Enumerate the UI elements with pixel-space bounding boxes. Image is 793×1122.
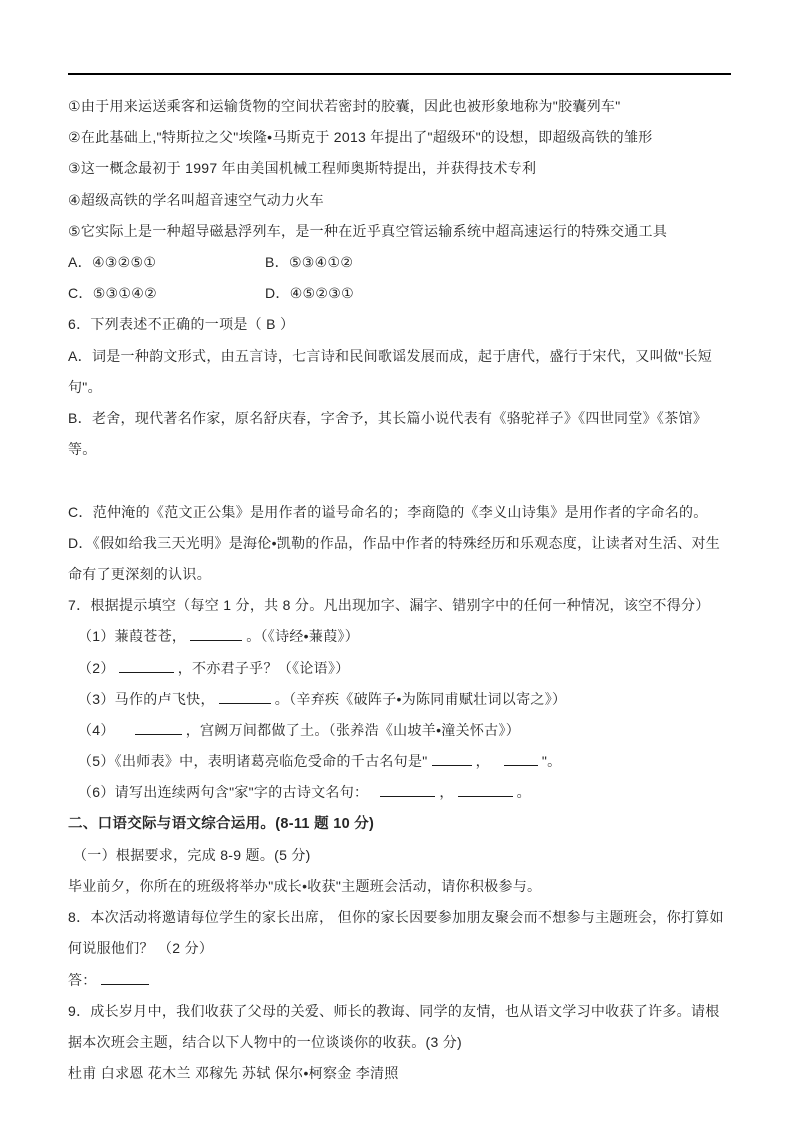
question-6-option-d [68, 528, 731, 590]
text-run: 杜甫 白求恩 花木兰 邓稼先 苏轼 保尔•柯察金 李清照 [68, 1065, 399, 1082]
text-run: （一）根据要求，完成 8-9 题。(5 分) [73, 846, 311, 863]
fill-blank [101, 970, 149, 985]
text-run: （1）蒹葭苍苍， [78, 628, 187, 645]
text-run: B．⑤③④①② [265, 254, 354, 271]
reorder-sentence-3 [68, 153, 731, 184]
option-cell: A．④③②⑤① [68, 254, 157, 271]
text-run: 二、口语交际与语文综合运用。(8-11 题 10 分) [68, 815, 375, 832]
question-7 [68, 590, 731, 621]
text-run: ， [439, 784, 454, 801]
text-run: B．老舍，现代著名作家，原名舒庆春，字舍予，其长篇小说代表有《骆驼祥子》《四世同堂》《茶馆》等。 [68, 410, 708, 458]
text-run: 答： [68, 971, 97, 988]
fill-blank [190, 626, 242, 641]
question-7-item-6 [68, 777, 731, 808]
question-6-option-b [68, 403, 731, 465]
text-run: 毕业前夕，你所在的班级将举办"成长•收获"主题班会活动，请你积极参与。 [68, 878, 542, 895]
text-run: （2） [78, 659, 115, 676]
text-run: D．《假如给我三天光明》是海伦•凯勒的作品，作品中作者的特殊经历和乐观态度，让读者对生活、对生命有了更深刻的认识。 [68, 534, 721, 583]
spacer [490, 765, 500, 766]
reorder-sentence-5 [68, 216, 731, 247]
question-7-item-1 [68, 621, 731, 652]
text-run: 。（《诗经•蒹葭》） [246, 628, 360, 645]
fill-blank [219, 689, 271, 704]
question-6-option-c [68, 497, 731, 528]
text-run: 6．下列表述不正确的一项是（ B ） [68, 316, 295, 333]
text-run: 7．根据提示填空（每空 1 分，共 8 分。凡出现加字、漏字、错别字中的任何一种情况，该空不得分） [68, 597, 710, 614]
text-run: 9．成长岁月中，我们收获了父母的关爱、师长的教诲、同学的友情，也从语文学习中收获了许多。请根据本次班会主题，结合以下人物中的一位谈谈你的收获。(3 分) [68, 1002, 720, 1051]
fill-blank [119, 658, 174, 673]
text-run: ，不亦君子乎？（《论语》） [177, 659, 350, 676]
fill-blank [380, 782, 435, 797]
text-run: （4） [78, 722, 115, 739]
question-8 [68, 902, 731, 964]
question-7-item-2 [68, 653, 731, 684]
question-6-option-a [68, 341, 731, 403]
text-run: 8．本次活动将邀请每位学生的家长出席， 但你的家长因要参加朋友聚会而不想参与主题班会，你打算如何说服他们？ （2 分） [68, 909, 724, 957]
fill-blank [135, 720, 182, 735]
text-run: 。（辛弃疾《破阵子•为陈同甫赋壮词以寄之》） [274, 690, 567, 707]
text-run: ， [475, 753, 490, 770]
text-run: 。 [516, 784, 531, 801]
question-9 [68, 996, 731, 1058]
text-run: ③这一概念最初于 1997 年由美国机械工程师奥斯特提出，并获得技术专利 [68, 160, 537, 177]
text-run: （5）《出师表》中，表明诸葛亮临危受命的千古名句是" [78, 753, 428, 770]
blank-line [68, 465, 731, 496]
answer-line [68, 965, 731, 996]
document-body [68, 75, 731, 1090]
question-6 [68, 309, 731, 340]
question-7-item-4 [68, 715, 731, 746]
reorder-sentence-2 [68, 122, 731, 153]
options-row-ab [68, 247, 731, 278]
spacer [115, 734, 131, 735]
name-list [68, 1058, 731, 1089]
options-row-cd [68, 278, 731, 309]
text-run: ①由于用来运送乘客和运输货物的空间状若密封的胶囊，因此也被形象地称为"胶囊列车" [68, 98, 621, 114]
spacer [368, 796, 376, 797]
text-run: （3）马作的卢飞快， [78, 690, 215, 707]
text-run: ②在此基础上,"特斯拉之父"埃隆•马斯克于 2013 年提出了"超级环"的设想，即超级高铁的雏形 [68, 129, 653, 146]
question-7-item-5 [68, 746, 731, 777]
text-run: ④超级高铁的学名叫超音速空气动力火车 [68, 191, 324, 208]
option-cell: C．⑤③①④② [68, 285, 157, 302]
text-run: D．④⑤②③① [265, 285, 354, 302]
context-intro [68, 871, 731, 902]
reorder-sentence-4 [68, 185, 731, 216]
text-run: C．范仲淹的《范文正公集》是用作者的谥号命名的；李商隐的《李义山诗集》是用作者的字命名的。 [68, 503, 708, 520]
fill-blank [458, 782, 513, 797]
text-run: ，宫阙万间都做了土。（张养浩《山坡羊•潼关怀古》） [185, 722, 521, 739]
text-run: （6）请写出连续两句含"家"字的古诗文名句： [78, 784, 369, 801]
fill-blank [504, 751, 538, 766]
fill-blank [432, 751, 472, 766]
reorder-sentence-1 [68, 91, 731, 122]
text-run: A．词是一种韵文形式，由五言诗，七言诗和民间歌谣发展而成，起于唐代，盛行于宋代，又叫做"长短句"。 [68, 347, 713, 395]
question-7-item-3 [68, 684, 731, 715]
subsection-1-heading [68, 840, 731, 871]
text-run: ⑤它实际上是一种超导磁悬浮列车，是一种在近乎真空管运输系统中超高速运行的特殊交通工具 [68, 222, 668, 239]
section-2-heading [68, 809, 731, 840]
text-run: "。 [541, 753, 562, 770]
